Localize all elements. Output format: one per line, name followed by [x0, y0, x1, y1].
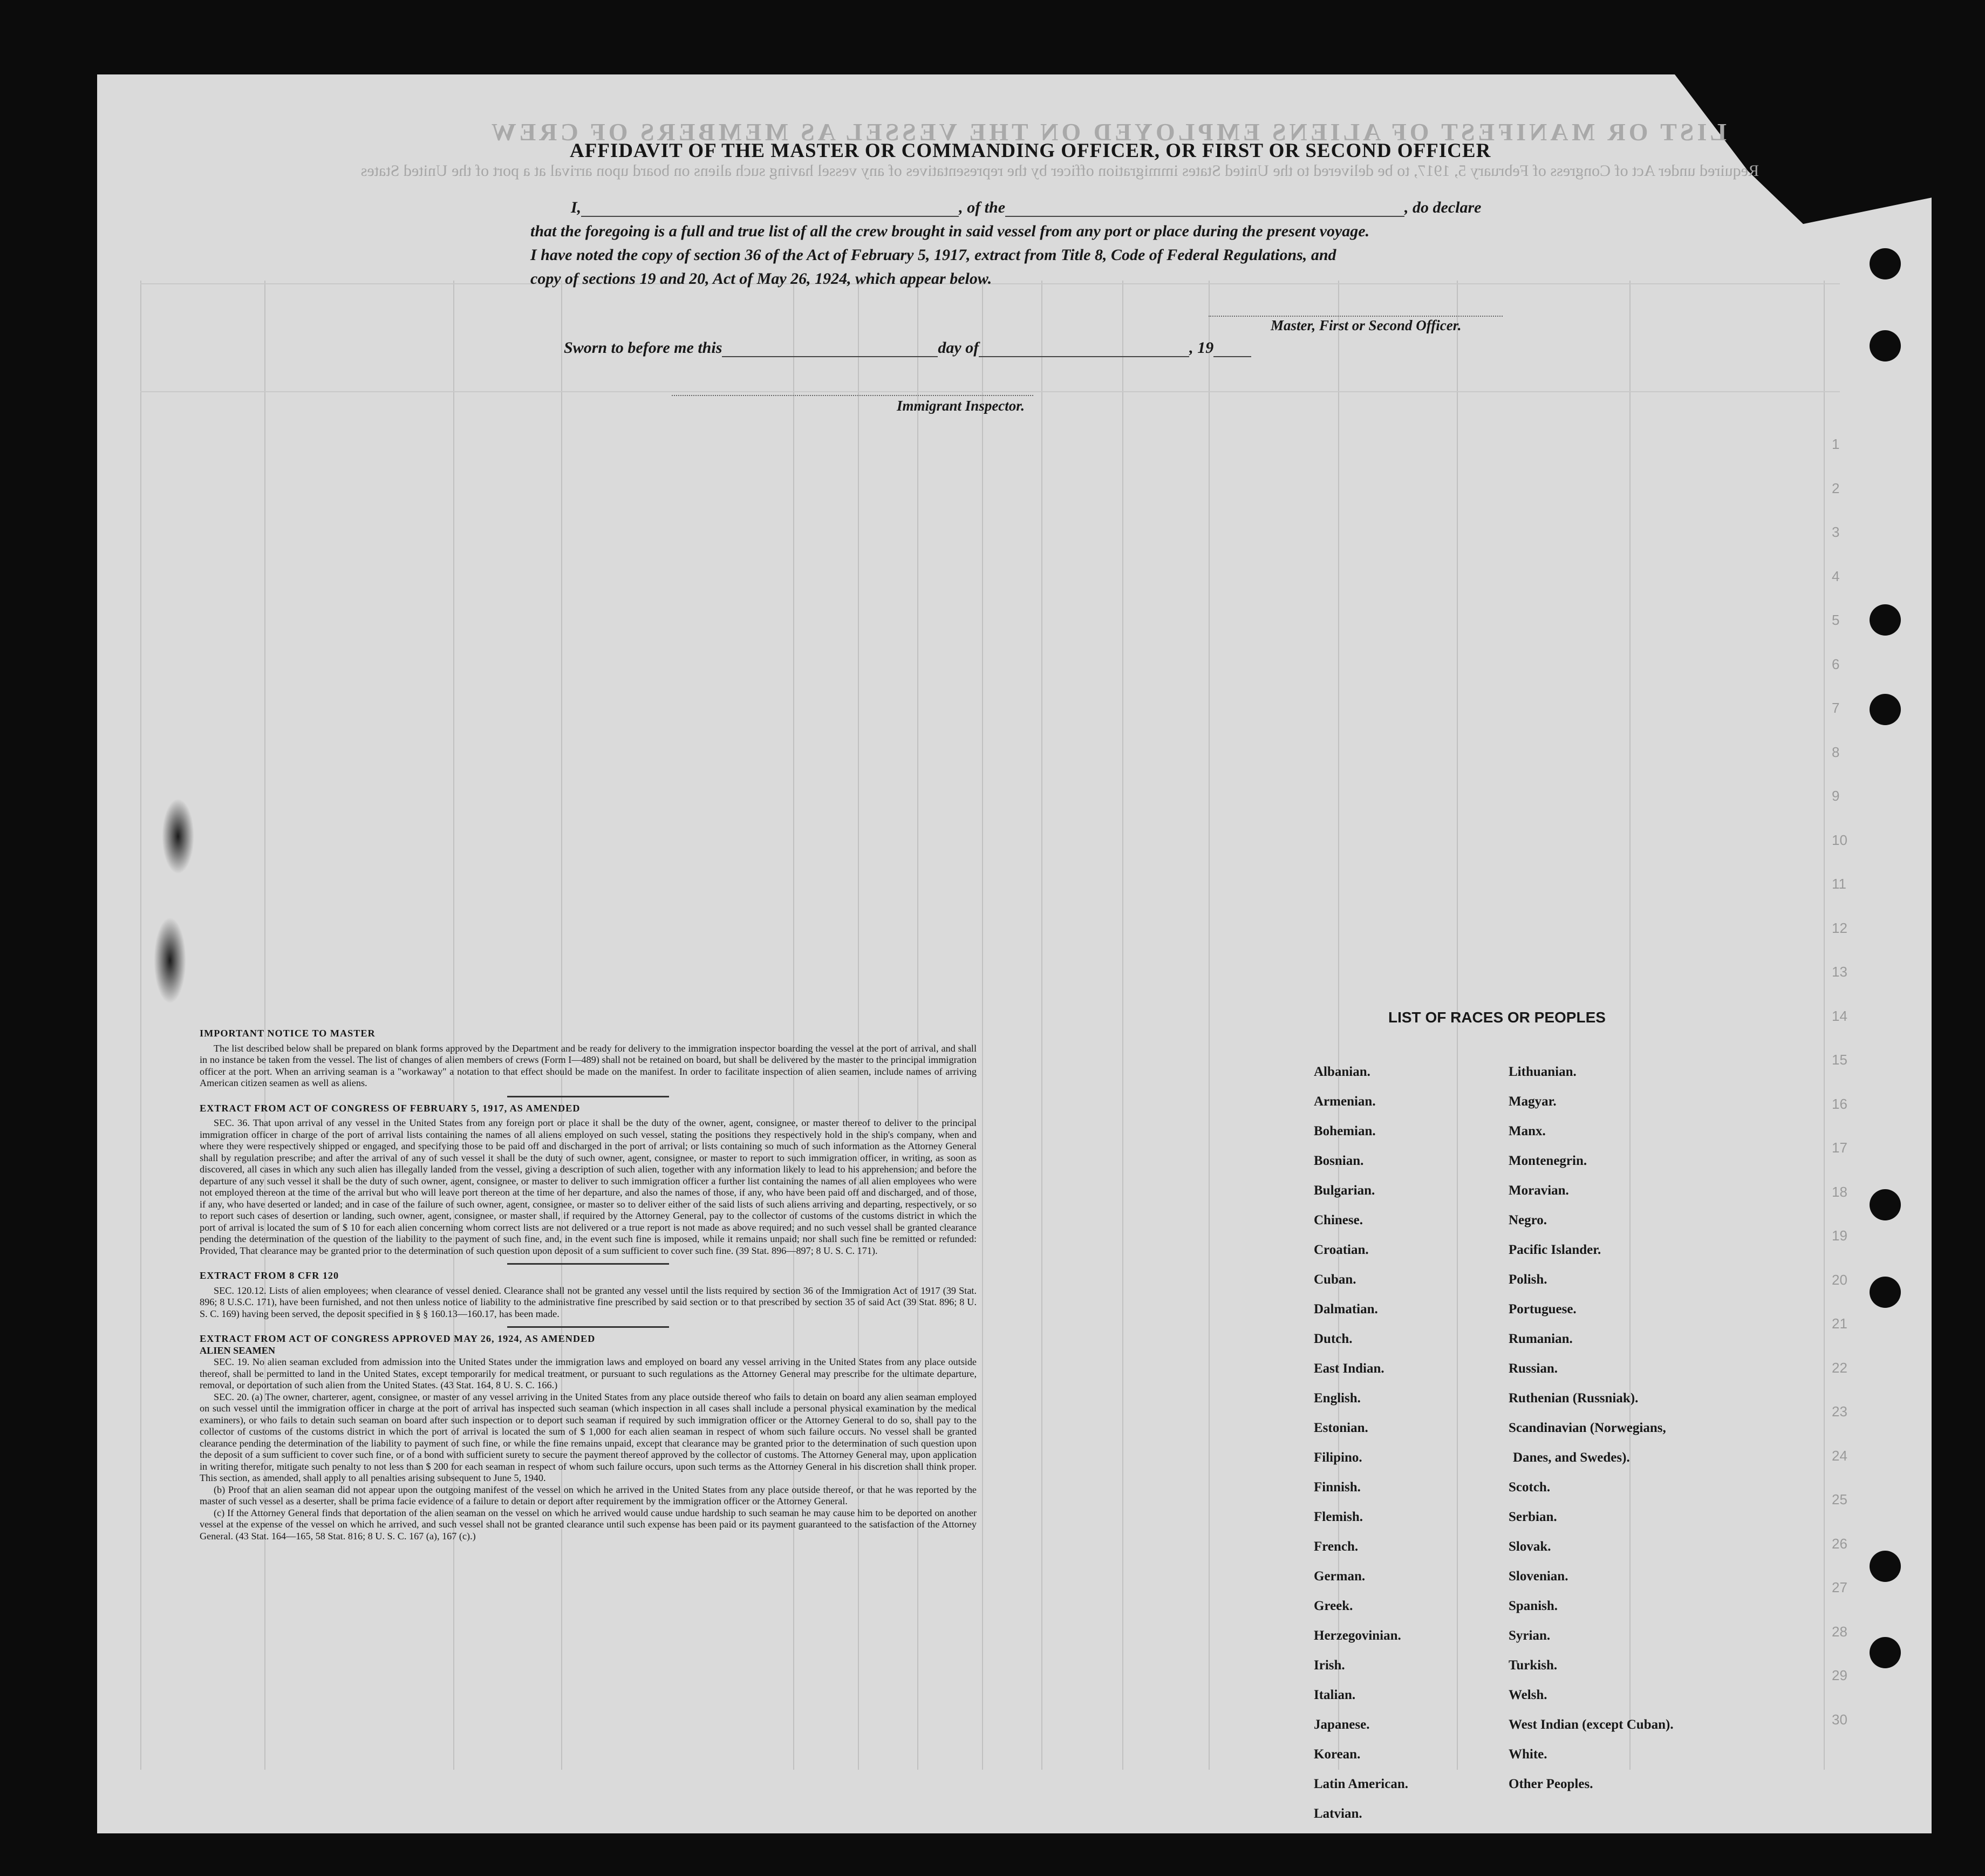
- sec-19-text: SEC. 19. No alien seaman excluded from admission into the United States under the immigration laws and employed on board any vessel arriving in the United States from any place outside thereof, shall be permitted to land in the United States, except temporarily for medical treatment, or pursuant to such regulations as the Attorney General may prescribe for the ultimate departure, removal, or deportation of such alien from the United States. (43 Stat. 164, 8 U. S. C. 166.): [200, 1356, 977, 1390]
- race-item: Latin American.: [1314, 1777, 1408, 1791]
- row-number: 11: [1832, 876, 1846, 892]
- row-number: 20: [1832, 1271, 1847, 1288]
- sworn-month-blank[interactable]: [979, 356, 1189, 357]
- races-right-column: [1509, 1065, 1703, 1806]
- affidavit-declaration-line: [571, 199, 1481, 217]
- race-item: Scandinavian (Norwegians,: [1509, 1421, 1666, 1435]
- extract-1924-title: EXTRACT FROM ACT OF CONGRESS APPROVED MAY 26, 1924, AS AMENDED: [200, 1333, 596, 1344]
- race-item: West Indian (except Cuban).: [1509, 1717, 1674, 1732]
- affidavit-i-label: I,: [571, 199, 582, 216]
- extract-cfr-body: SEC. 120.12. Lists of alien employees; when clearance of vessel denied. Clearance shall not be granted any vessel until the lists required by section 36 of the Immigration Act of 1917 (39 Stat. 896; 8 U.S.C. 171), have been furnished, and not then unless notice of liability to the administrative fine prescribed by said section or to that prescribed by section 35 of said Act (39 Stat. 896; 8 U. S. C. 169) having been served, the deposit specified in § § 160.13—160.17, has been made.: [200, 1285, 977, 1319]
- section-divider: [507, 1326, 669, 1328]
- race-item: Portuguese.: [1509, 1302, 1577, 1316]
- affidavit-line-3: I have noted the copy of section 36 of the Act of February 5, 1917, extract from Title 8, Code of Federal Regulations, and: [530, 246, 1336, 264]
- row-number: 16: [1832, 1095, 1847, 1112]
- row-number: 24: [1832, 1447, 1847, 1464]
- row-number: 25: [1832, 1491, 1847, 1507]
- races-list: [1311, 1009, 1732, 1821]
- ink-smudge: [162, 799, 194, 874]
- race-item: Armenian.: [1314, 1094, 1376, 1109]
- row-number: 12: [1832, 919, 1847, 936]
- section-divider: [507, 1096, 669, 1097]
- vessel-name-blank[interactable]: [1005, 216, 1404, 217]
- race-item: Bohemian.: [1314, 1124, 1376, 1138]
- binder-hole: [1870, 248, 1901, 279]
- sworn-label: Sworn to before me this: [564, 339, 722, 357]
- race-item: Russian.: [1509, 1361, 1558, 1376]
- affidavit-title: AFFIDAVIT OF THE MASTER OR COMMANDING OFFICER, OR FIRST OR SECOND OFFICER: [570, 140, 1491, 162]
- binder-hole: [1870, 1551, 1901, 1582]
- binder-hole: [1870, 694, 1901, 725]
- row-number: 2: [1832, 480, 1840, 496]
- row-number: 3: [1832, 524, 1840, 540]
- race-item: Other Peoples.: [1509, 1777, 1593, 1791]
- binder-hole: [1870, 1637, 1901, 1668]
- race-item: Cuban.: [1314, 1272, 1356, 1287]
- sec-20c-text: (c) If the Attorney General finds that deportation of the alien seaman on the vessel on which he arrived would cause undue hardship to such seaman he may cause him to be deported on another vessel at the expense of the vessel on which he arrived, and such vessel shall not be granted clearance until such expense has been paid or its payment guaranteed to the satisfaction of the Attorney General. (43 Stat. 164—165, 58 Stat. 816; 8 U. S. C. 167 (a), 167 (c).): [200, 1507, 977, 1541]
- race-item: Dalmatian.: [1314, 1302, 1378, 1316]
- race-item: Rumanian.: [1509, 1332, 1573, 1346]
- master-name-blank[interactable]: [581, 216, 959, 217]
- race-item: Manx.: [1509, 1124, 1546, 1138]
- notice-title: IMPORTANT NOTICE TO MASTER: [200, 1028, 376, 1039]
- row-number: 22: [1832, 1359, 1847, 1376]
- affidavit-line-4: copy of sections 19 and 20, Act of May 26, 1924, which appear below.: [530, 270, 992, 288]
- affidavit-of-the-label: , of the: [959, 199, 1006, 216]
- race-item: Bulgarian.: [1314, 1183, 1375, 1198]
- extract-cfr-title: EXTRACT FROM 8 CFR 120: [200, 1270, 339, 1281]
- row-number: 29: [1832, 1667, 1847, 1683]
- row-number: 23: [1832, 1403, 1847, 1420]
- race-item: Polish.: [1509, 1272, 1547, 1287]
- race-item: Magyar.: [1509, 1094, 1557, 1109]
- row-number: 30: [1832, 1711, 1847, 1728]
- race-item: Estonian.: [1314, 1421, 1368, 1435]
- row-number: 14: [1832, 1007, 1847, 1024]
- race-item: East Indian.: [1314, 1361, 1384, 1376]
- race-item: Spanish.: [1509, 1599, 1558, 1613]
- binder-hole: [1870, 1189, 1901, 1220]
- race-item: Serbian.: [1509, 1510, 1557, 1524]
- race-item: Slovak.: [1509, 1539, 1551, 1554]
- extract-1917-title: EXTRACT FROM ACT OF CONGRESS OF FEBRUARY 5, 1917, AS AMENDED: [200, 1102, 581, 1114]
- sworn-day-blank[interactable]: [722, 356, 938, 357]
- race-item: Korean.: [1314, 1747, 1361, 1762]
- row-number: 28: [1832, 1623, 1847, 1640]
- race-item: Moravian.: [1509, 1183, 1569, 1198]
- row-number: 21: [1832, 1315, 1847, 1332]
- race-item: Slovenian.: [1509, 1569, 1568, 1584]
- extract-1917-body: SEC. 36. That upon arrival of any vessel in the United States from any foreign port or place it shall be the duty of the owner, agent, consignee, or master thereof to deliver to the principal immigration officer in charge of the port of arrival lists containing the names of all aliens employed on such vessel, stating the positions they respectively hold in the ship's company, when and where they were respectively shipped or engaged, and specifying those to be paid off and discharged in the port of arrival; or lists containing so much of such information as the Attorney General shall by regulation prescribe; and after the arrival of any of such vessel it shall be the duty of such owner, agent, consignee, or master to report to such immigration officer, in writing, as soon as discovered, all cases in which any such alien has illegally landed from the vessel, giving a description of such alien, together with any information likely to lead to his apprehension; and before the departure of any such vessel it shall be the duty of such owner, agent, consignee, or master to deliver to such immigration officer a further list containing the names of all alien employees who were not employed thereon at the time of the arrival but who will leave port thereon at the time of her departure, and also the names of those, if any, who have been paid off and discharged, and of those, if any, who have deserted or landed; and in case of the failure of such owner, agent, consignee, or master so to deliver either of the said lists of such aliens arriving and departing, respectively, or so to report such cases of desertion or landing, such owner, agent, consignee, or master shall, if required by the Attorney General, pay to the collector of customs of the customs district in which the port of arrival is located the sum of $ 10 for each alien concerning whom correct lists are not delivered or a true report is not made as above required; and no such vessel shall be granted clearance pending the determination of the question of the liability to the payment of such fine, and, in the event such fine is imposed, while it remains unpaid; nor shall such fine be remitted or refunded: Provided, That clearance may be granted prior to the determination of such question upon deposit of a sum sufficient to cover such fine. (39 Stat. 896—897; 8 U. S. C. 171).: [200, 1117, 977, 1256]
- ink-smudge: [154, 917, 186, 1004]
- day-of-label: day of: [938, 339, 979, 357]
- row-number: 26: [1832, 1535, 1847, 1552]
- row-number: 5: [1832, 612, 1840, 628]
- row-number: 1: [1832, 436, 1840, 452]
- race-item: Greek.: [1314, 1599, 1353, 1613]
- master-signature-label: Master, First or Second Officer.: [1271, 317, 1462, 333]
- row-number: 13: [1832, 964, 1847, 980]
- race-item: Welsh.: [1509, 1688, 1547, 1702]
- section-divider: [507, 1263, 669, 1265]
- row-number: 18: [1832, 1183, 1847, 1200]
- row-number: 15: [1832, 1052, 1847, 1068]
- row-number: 7: [1832, 700, 1840, 716]
- alien-seamen-subheading: ALIEN SEAMEN: [200, 1345, 275, 1356]
- races-left-column: [1314, 1065, 1508, 1836]
- notice-body: The list described below shall be prepared on blank forms approved by the Department and be ready for delivery to the immigration inspector boarding the vessel at the port of arrival, and shall in no instance be taken from the vessel. The list of changes of alien members of crews (Form I—489) shall not be retained on board, but shall be delivered by the master to the principal immigration officer at the port. When an arriving seaman is a "workaway" a notation to that effect should be made on the manifest. In order to facilitate inspection of alien seamen, include names of arriving American citizen seamen as well as aliens.: [200, 1042, 977, 1088]
- race-item: Scotch.: [1509, 1480, 1551, 1495]
- row-number: 19: [1832, 1227, 1847, 1244]
- race-item: Flemish.: [1314, 1510, 1363, 1524]
- race-item: Turkish.: [1509, 1658, 1558, 1673]
- race-item: Bosnian.: [1314, 1154, 1364, 1168]
- row-number: 17: [1832, 1140, 1847, 1156]
- bleed-through-subtitle: Required under Act of Congress of February 5, 1917, to be delivered to the United States immigration officer by the representatives of any vessel having such aliens on board upon arrival at a port of the United States: [360, 162, 1759, 180]
- race-item: Herzegovinian.: [1314, 1628, 1401, 1643]
- race-item: Lithuanian.: [1509, 1065, 1577, 1079]
- race-item: Finnish.: [1314, 1480, 1361, 1495]
- race-item: English.: [1314, 1391, 1361, 1406]
- race-item: Montenegrin.: [1509, 1154, 1587, 1168]
- race-item: Chinese.: [1314, 1213, 1363, 1227]
- race-item: Italian.: [1314, 1688, 1356, 1702]
- race-item: Syrian.: [1509, 1628, 1551, 1643]
- row-number: 4: [1832, 568, 1840, 584]
- binder-hole: [1870, 1277, 1901, 1308]
- race-item: German.: [1314, 1569, 1366, 1584]
- race-item: Albanian.: [1314, 1065, 1370, 1079]
- sworn-year-label: , 19: [1189, 339, 1214, 357]
- race-item: Latvian.: [1314, 1806, 1362, 1821]
- row-number: 8: [1832, 743, 1840, 760]
- race-item: Filipino.: [1314, 1450, 1362, 1465]
- affidavit-line-2: that the foregoing is a full and true list of all the crew brought in said vessel from any port or place during the present voyage.: [530, 222, 1370, 240]
- row-number: 6: [1832, 656, 1840, 672]
- sworn-year-blank[interactable]: [1213, 356, 1251, 357]
- race-item: Japanese.: [1314, 1717, 1370, 1732]
- binder-hole: [1870, 330, 1901, 361]
- sec-20b-text: (b) Proof that an alien seaman did not appear upon the outgoing manifest of the vessel on which he arrived in the United States from any place outside thereof, or that he was reported by the master of such vessel as a deserter, shall be prima facie evidence of a failure to detain or deport after requirement by the immigration officer or the Attorney General.: [200, 1484, 977, 1506]
- race-item: Pacific Islander.: [1509, 1243, 1601, 1257]
- bleed-through-title: LIST OR MANIFEST OF ALIENS EMPLOYED ON THE VESSEL AS MEMBERS OF CREW: [488, 118, 1727, 146]
- race-item: Croatian.: [1314, 1243, 1369, 1257]
- inspector-signature-line[interactable]: [672, 395, 1033, 396]
- race-item: Danes, and Swedes).: [1513, 1450, 1630, 1465]
- row-number: 10: [1832, 831, 1847, 848]
- race-item: French.: [1314, 1539, 1359, 1554]
- inspector-signature-label: Immigrant Inspector.: [897, 398, 1025, 414]
- row-number: 27: [1832, 1579, 1847, 1595]
- sec-20a-text: SEC. 20. (a) The owner, charterer, agent, consignee, or master of any vessel arriving in the United States from any place outside thereof who fails to detain on board any alien seaman employed on such vessel until the immigration officer in charge at the port of arrival has inspected such seaman (which inspection in all cases shall include a personal physical examination by the medical examiners), or who fails to detain such seaman on board after such inspection or to deport such seaman if required by such immigration officer or the Attorney General to do so, shall pay to the collector of customs of the customs district in which the port of arrival is located the sum of $ 1,000 for each alien seaman in respect of whom such failure occurs. No vessel shall be granted clearance pending the determination of the liability to payment of such fine, or while the fine remains unpaid, except that clearance may be granted prior to the determination of such question upon the deposit of a sum sufficient to cover such fine, or of a bond with sufficient surety to secure the payment thereof approved by the collector of customs. The Attorney General may, upon application in writing therefor, mitigate such penalty to not less than $ 200 for each seaman in respect of whom such failure occurs, upon such terms as the Attorney General in his discretion shall think proper. This section, as amended, shall apply to all penalties arising subsequent to June 5, 1940.: [200, 1391, 977, 1483]
- row-number: 9: [1832, 788, 1840, 804]
- sworn-line: [564, 339, 1251, 357]
- race-item: Ruthenian (Russniak).: [1509, 1391, 1639, 1406]
- race-item: Negro.: [1509, 1213, 1547, 1227]
- race-item: White.: [1509, 1747, 1547, 1762]
- race-item: Irish.: [1314, 1658, 1345, 1673]
- race-item: Dutch.: [1314, 1332, 1353, 1346]
- affidavit-declare-label: , do declare: [1404, 199, 1482, 216]
- binder-hole: [1870, 604, 1901, 636]
- master-signature-line[interactable]: [1209, 316, 1503, 317]
- races-title: LIST OF RACES OR PEOPLES: [1388, 1009, 1606, 1026]
- notice-block: [200, 1028, 977, 1542]
